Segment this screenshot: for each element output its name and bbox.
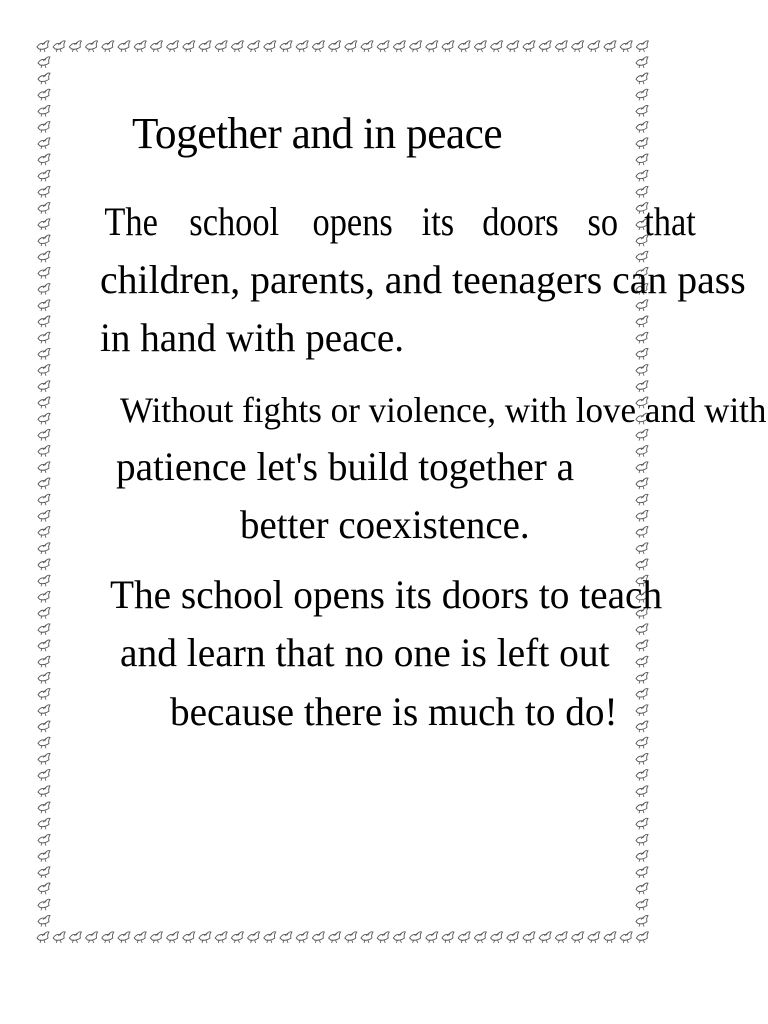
paragraph-1-line-2: children, parents, and teenagers can pass — [100, 257, 746, 302]
dove-icon — [636, 122, 648, 133]
dove-icon — [636, 851, 648, 862]
dove-icon — [620, 932, 632, 943]
dove-icon — [38, 203, 50, 214]
border-left-doves-icon — [36, 38, 52, 944]
dove-icon — [393, 932, 405, 943]
dove-icon — [636, 462, 648, 473]
dove-icon — [38, 105, 50, 116]
dove-icon — [167, 41, 179, 52]
dove-icon — [410, 41, 422, 52]
word: school — [189, 199, 279, 244]
document-title: Together and in peace — [132, 109, 503, 158]
dove-icon — [636, 89, 648, 100]
word: that — [644, 199, 696, 244]
dove-icon — [231, 932, 243, 943]
dove-icon — [38, 543, 50, 554]
dove-icon — [38, 300, 50, 311]
dove-icon — [636, 802, 648, 813]
paragraph-1-line-1 — [100, 197, 700, 247]
dove-icon — [361, 41, 373, 52]
dove-icon — [38, 737, 50, 748]
dove-icon — [491, 932, 503, 943]
dove-icon — [37, 41, 49, 52]
dove-icon — [361, 932, 373, 943]
dove-icon — [636, 494, 648, 505]
dove-icon — [102, 932, 114, 943]
border-right-doves-icon — [634, 38, 650, 944]
dove-icon — [636, 365, 648, 376]
dove-icon — [588, 932, 600, 943]
dove-icon — [636, 559, 648, 570]
dove-icon — [150, 932, 162, 943]
dove-icon — [377, 932, 389, 943]
dove-icon — [555, 932, 567, 943]
dove-icon — [38, 267, 50, 278]
dove-icon — [38, 624, 50, 635]
dove-icon — [523, 41, 535, 52]
dove-icon — [636, 138, 648, 149]
dove-icon — [555, 41, 567, 52]
dove-icon — [38, 915, 50, 926]
dove-icon — [53, 41, 65, 52]
dove-icon — [410, 932, 422, 943]
dove-icon — [38, 494, 50, 505]
dove-icon — [38, 57, 50, 68]
dove-icon — [38, 559, 50, 570]
dove-icon — [296, 932, 308, 943]
word: so — [587, 199, 618, 244]
dove-icon — [38, 251, 50, 262]
dove-icon — [199, 932, 211, 943]
dove-icon — [248, 932, 260, 943]
dove-icon — [134, 932, 146, 943]
paragraph-2-line-1: Without fights or violence, with love and with — [120, 390, 767, 430]
dove-icon — [393, 41, 405, 52]
dove-icon — [38, 73, 50, 84]
dove-icon — [636, 73, 648, 84]
dove-icon — [38, 510, 50, 521]
dove-icon — [636, 834, 648, 845]
dove-icon — [588, 41, 600, 52]
dove-icon — [38, 397, 50, 408]
paragraph-3-line-3: because there is much to do! — [170, 689, 618, 734]
dove-icon — [636, 883, 648, 894]
dove-icon — [636, 41, 648, 52]
dove-icon — [442, 41, 454, 52]
dove-icon — [69, 41, 81, 52]
dove-icon — [38, 235, 50, 246]
dove-icon — [636, 818, 648, 829]
dove-icon — [38, 802, 50, 813]
dove-icon — [539, 41, 551, 52]
dove-icon — [264, 41, 276, 52]
paragraph-3-line-1: The school opens its doors to teach — [110, 572, 663, 617]
dove-icon — [38, 429, 50, 440]
dove-icon — [296, 41, 308, 52]
dove-icon — [38, 575, 50, 586]
dove-icon — [458, 41, 470, 52]
dove-icon — [636, 915, 648, 926]
dove-icon — [38, 721, 50, 732]
dove-icon — [38, 883, 50, 894]
dove-icon — [636, 770, 648, 781]
dove-icon — [636, 656, 648, 667]
dove-icon — [523, 932, 535, 943]
dove-icon — [636, 624, 648, 635]
dove-icon — [280, 932, 292, 943]
dove-icon — [636, 170, 648, 181]
word: doors — [482, 199, 559, 244]
dove-icon — [38, 446, 50, 457]
dove-icon — [38, 381, 50, 392]
dove-icon — [199, 41, 211, 52]
dove-icon — [38, 656, 50, 667]
dove-icon — [183, 41, 195, 52]
border-bottom-doves-icon — [36, 928, 650, 944]
dove-icon — [86, 932, 98, 943]
dove-icon — [636, 737, 648, 748]
dove-icon — [38, 348, 50, 359]
dove-icon — [636, 527, 648, 538]
dove-icon — [38, 608, 50, 619]
dove-icon — [118, 932, 130, 943]
dove-icon — [636, 640, 648, 651]
dove-icon — [102, 41, 114, 52]
dove-icon — [38, 316, 50, 327]
dove-icon — [636, 867, 648, 878]
dove-icon — [312, 41, 324, 52]
paragraph-2-line-3: better coexistence. — [240, 502, 530, 547]
dove-icon — [636, 899, 648, 910]
dove-icon — [329, 41, 341, 52]
dove-icon — [134, 41, 146, 52]
dove-icon — [636, 510, 648, 521]
dove-icon — [636, 932, 648, 943]
paragraph-2-line-2: patience let's build together a — [116, 444, 575, 489]
dove-icon — [248, 41, 260, 52]
dove-icon — [38, 154, 50, 165]
dove-icon — [604, 932, 616, 943]
dove-icon — [636, 446, 648, 457]
dove-icon — [183, 932, 195, 943]
dove-icon — [636, 478, 648, 489]
dove-icon — [38, 705, 50, 716]
dove-icon — [426, 932, 438, 943]
dove-icon — [37, 932, 49, 943]
dove-icon — [507, 41, 519, 52]
dove-icon — [118, 41, 130, 52]
dove-icon — [636, 705, 648, 716]
dove-icon — [636, 186, 648, 197]
dove-icon — [636, 316, 648, 327]
dove-icon — [38, 899, 50, 910]
dove-icon — [312, 932, 324, 943]
dove-icon — [491, 41, 503, 52]
dove-icon — [636, 332, 648, 343]
dove-icon — [38, 365, 50, 376]
paragraph-3-line-2: and learn that no one is left out — [120, 630, 610, 675]
dove-icon — [38, 122, 50, 133]
dove-icon — [636, 154, 648, 165]
border-top-doves-icon — [36, 38, 650, 54]
dove-icon — [636, 57, 648, 68]
dove-icon — [474, 41, 486, 52]
dove-icon — [38, 186, 50, 197]
dove-icon — [38, 851, 50, 862]
dove-icon — [38, 770, 50, 781]
dove-icon — [38, 527, 50, 538]
dove-icon — [38, 332, 50, 343]
dove-icon — [38, 818, 50, 829]
dove-icon — [636, 672, 648, 683]
dove-icon — [86, 41, 98, 52]
dove-icon — [38, 640, 50, 651]
dove-icon — [636, 105, 648, 116]
dove-icon — [636, 543, 648, 554]
dove-icon — [620, 41, 632, 52]
dove-icon — [38, 219, 50, 230]
dove-icon — [231, 41, 243, 52]
dove-icon — [38, 462, 50, 473]
dove-icon — [38, 867, 50, 878]
dove-icon — [38, 591, 50, 602]
dove-icon — [572, 41, 584, 52]
dove-icon — [442, 932, 454, 943]
dove-icon — [636, 348, 648, 359]
dove-icon — [345, 41, 357, 52]
dove-icon — [215, 41, 227, 52]
dove-icon — [280, 41, 292, 52]
word: The — [104, 199, 158, 244]
dove-icon — [38, 786, 50, 797]
paragraph-1-line-3: in hand with peace. — [100, 315, 405, 360]
dove-icon — [38, 413, 50, 424]
dove-icon — [38, 478, 50, 489]
dove-icon — [215, 932, 227, 943]
dove-icon — [539, 932, 551, 943]
dove-icon — [264, 932, 276, 943]
dove-icon — [167, 932, 179, 943]
dove-icon — [69, 932, 81, 943]
dove-icon — [53, 932, 65, 943]
dove-icon — [38, 834, 50, 845]
dove-icon — [345, 932, 357, 943]
dove-icon — [507, 932, 519, 943]
dove-icon — [150, 41, 162, 52]
dove-icon — [329, 932, 341, 943]
dove-icon — [38, 170, 50, 181]
dove-icon — [38, 284, 50, 295]
dove-icon — [377, 41, 389, 52]
dove-icon — [636, 721, 648, 732]
word: opens — [312, 199, 393, 244]
dove-icon — [38, 672, 50, 683]
dove-icon — [572, 932, 584, 943]
dove-icon — [636, 689, 648, 700]
dove-icon — [636, 786, 648, 797]
dove-icon — [38, 138, 50, 149]
dove-icon — [474, 932, 486, 943]
word: its — [421, 199, 454, 244]
dove-icon — [38, 689, 50, 700]
dove-icon — [38, 89, 50, 100]
dove-icon — [38, 753, 50, 764]
dove-icon — [458, 932, 470, 943]
dove-icon — [636, 753, 648, 764]
dove-icon — [426, 41, 438, 52]
dove-icon — [604, 41, 616, 52]
